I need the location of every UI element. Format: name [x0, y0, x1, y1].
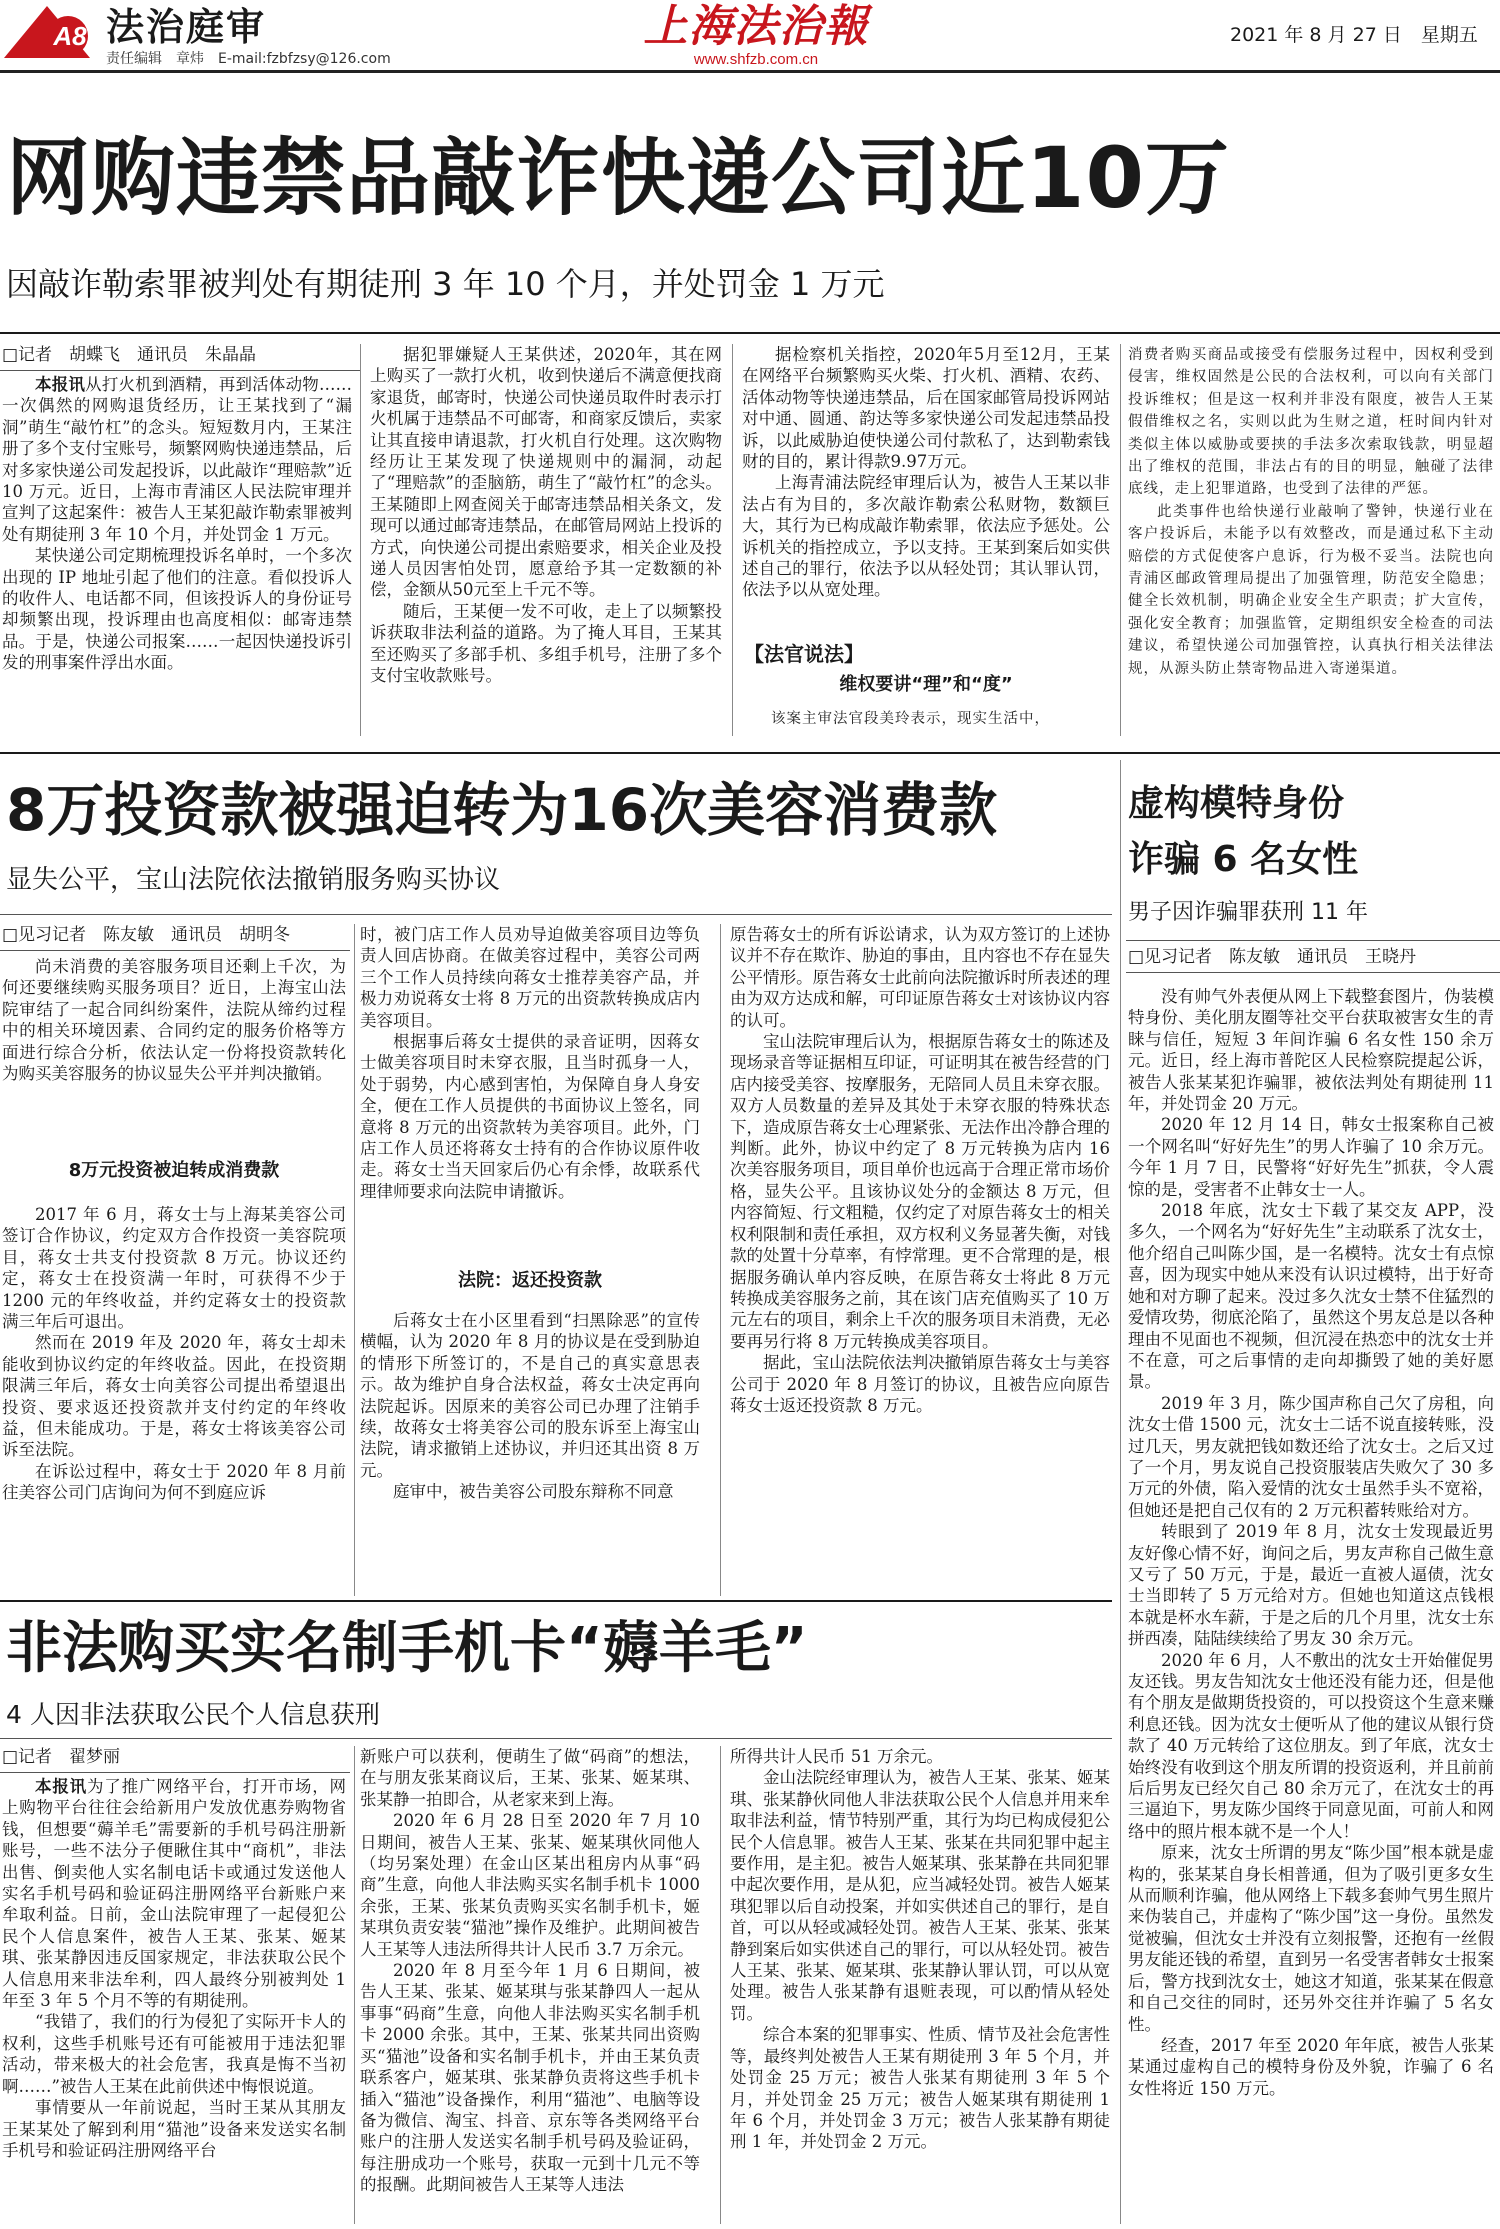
- paragraph-text: 为了推广网络平台，打开市场，网上购物平台往往会给新用户发放优惠券购物省钱，但想要“薅羊毛”需要新的手机号码注册新账号，一些不法分子便瞅住其中“商机”，非法出售、倒卖他人实名制电话卡或通过发送他人实名手机号码和验证码注册网络平台新账户来牟取利益。日前，金山法院审理了一起侵犯公民个人信息案件，被告人王某、张某、姬某琪、张某静因违反国家规定，非法获取公民个人信息用来非法牟利，四人最终分别被判处 1 年至 3 年 5 个月不等的有期徒刑。: [2, 1777, 346, 2011]
- paragraph: 转眼到了 2019 年 8 月，沈女士发现最近男友好像心情不好，询问之后，男友声称自己做生意又亏了 50 万元，于是，最近一直被人逼债，沈女士当即转了 5 万元给对方。但她也知道这点钱根本就是杯水车薪，于是之后的几个月里，沈女士东拼西凑，陆陆续续给了男友 30 余万元。: [1128, 1522, 1494, 1649]
- column-rule: [1120, 344, 1121, 736]
- side-headline: [1128, 776, 1488, 888]
- divider: [0, 752, 1500, 754]
- paragraph: 庭审中，被告美容公司股东辩称不同意: [393, 1482, 674, 1502]
- paragraph: 2018 年底，沈女士下载了某交友 APP，没多久，一个网名为“好好先生”主动联系了沈女士，他介绍自己叫陈少国，是一名模特。沈女士有点惊喜，因为现实中她从来没有认识过模特，出于好奇她和对方聊了起来。没过多久沈女士禁不住猛烈的爱情攻势，彻底沦陷了，虽然这个男友总是以各种理由不见面也不视频，但沉浸在热恋中的沈女士并不在意，可之后事情的走向却撕毁了她的美好愿景。: [1128, 1201, 1494, 1392]
- paragraph: [2, 1776, 346, 2011]
- divider: [0, 1600, 1112, 1602]
- side-headline-line-2: 诈骗 6 名女性: [1128, 839, 1359, 880]
- divider: [0, 370, 360, 371]
- divider: [1126, 940, 1500, 941]
- page-number: A8: [53, 21, 87, 51]
- story1-column-2: [370, 344, 722, 736]
- paragraph: 宝山法院审理后认为，根据原告蒋女士的陈述及现场录音等证据相互印证，可证明其在被告经营的门店内接受美容、按摩服务，无陪同人员且未穿衣服。双方人员数量的差异及其处于未穿衣服的特殊状态下，造成原告蒋女士心理紧张、无法作出冷静合理的判断。此外，协议中约定了 8 万元转换为店内 16 次美容服务项目，项目单价也远高于合理正常市场价格，显失公平。且该协议处分的金额达 8 万元，但内容简短、行文粗糙，仅约定了对原告蒋女士的相关权利限制和责任承担，双方权利义务显著失衡，对钱款的处置十分草率，有悖常理。更不合常理的是，根据服务确认单内容反映，在原告蒋女士将此 8 万元转换成美容服务之前，其在该门店充值购买了 10 万元左右的项目，剩余上千次的服务项目未消费，无必要再另行将 8 万元转换成美容项目。: [730, 1032, 1110, 1351]
- story1-byline: □记者 胡蝶飞 通讯员 朱晶晶: [2, 345, 257, 365]
- opinion-title: 维权要讲“理”和“度”: [839, 674, 1013, 695]
- divider: [0, 332, 1500, 334]
- paragraph: 2019 年 3 月，陈少国声称自己欠了房租，向沈女士借 1500 元，沈女士二话不说直接转账，没过几天，男友就把钱如数还给了沈女士。之后又过了一个月，男友说自己投资服装店失败欠了 30 多万元的外债，陷入爱情的沈女士虽然手头不宽裕，但她还是把自己仅有的 2 万元积蓄转账给对方。: [1128, 1393, 1494, 1520]
- story1-subhead: 因敲诈勒索罪被判处有期徒刑 3 年 10 个月，并处罚金 1 万元: [6, 265, 885, 303]
- editor-credits: 责任编辑 章炜 E-mail:fzbfzsy@126.com: [106, 51, 391, 67]
- column-rule: [354, 924, 355, 1596]
- column-rule: [354, 1746, 355, 2224]
- paragraph: 没有帅气外表便从网上下载整套图片，伪装模特身份、美化朋友圈等社交平台获取被害女生的青睐与信任，短短 3 年间诈骗 6 名女性 150 余万元。近日，经上海市普陀区人民检察院提起公诉，被告人张某某犯诈骗罪，被依法判处有期徒刑 11 年，并处罚金 20 万元。: [1128, 987, 1494, 1114]
- column-rule: [732, 344, 733, 736]
- paragraph: 金山法院经审理认为，被告人王某、张某、姬某琪、张某静伙同他人非法获取公民个人信息并用来牟取非法利益，情节特别严重，其行为均已构成侵犯公民个人信息罪。被告人王某、张某在共同犯罪中起主要作用，是主犯。被告人姬某琪、张某静在共同犯罪中起次要作用，是从犯，应当减轻处罚。被告人姬某琪犯罪以后自动投案，并如实供述自己的罪行，是自首，可以从轻或减轻处罚。被告人王某、张某、张某静到案后如实供述自己的罪行，可以从轻处罚。被告人王某、张某、姬某琪、张某静认罪认罚，可以从宽处理。被告人张某静有退赃表现，可以酌情从轻处罚。: [730, 1768, 1110, 2023]
- paragraph: 根据事后蒋女士提供的录音证明，因蒋女士做美容项目时未穿衣服，且当时孤身一人，处于弱势，内心感到害怕，为保障自身人身安全，便在工作人员提供的书面协议上签名，同意将 8 万元的出资款转为美容项目。此外，门店工作人员还将蒋女士持有的合作协议原件收走。蒋女士当天回家后仍心有余悸，故联系代理律师要求向法院申请撤诉。: [360, 1032, 700, 1201]
- story1-column-1: [2, 374, 352, 736]
- story2-subtitle-2: 法院：返还投资款: [458, 1270, 602, 1291]
- paragraph: 2020 年 6 月，人不敷出的沈女士开始催促男友还钱。男友告知沈女士他还没有能力还，但是他有个朋友是做期货投资的，可以投资这个生意来赚利息还钱。因为沈女士便听从了他的建议从银行贷款了 40 万元转给了这位朋友。到了年底，沈女士始终没有收到这个朋友所谓的投资返利，并且前前后后男友已经欠自己 80 余万元了，在沈女士的再三逼迫下，男友陈少国终于同意见面，可前人和网络中的照片根本就不是一个人！: [1128, 1650, 1494, 1841]
- paragraph: “我错了，我们的行为侵犯了实际开卡人的权利，这些手机账号还有可能被用于违法犯罪活动，带来极大的社会危害，我真是悔不当初啊……”被告人王某在此前供述中悔恨说道。: [2, 2012, 346, 2096]
- opinion-tag: 【法官说法】: [744, 642, 864, 666]
- story2-column-3: [730, 924, 1110, 1596]
- story2-subtitle-1: 8万元投资被迫转成消费款: [68, 1160, 280, 1181]
- divider: [0, 950, 350, 951]
- story2-headline: 8万投资款被强迫转为16次美容消费款: [6, 776, 998, 844]
- side-byline: □见习记者 陈友敏 通讯员 王晓丹: [1128, 947, 1417, 967]
- divider: [0, 1772, 350, 1773]
- newspaper-logo: 上海法治報: [643, 1, 869, 52]
- paragraph-text: 从打火机到酒精，再到活体动物……一次偶然的网购退货经历，让王某找到了“漏洞”萌生“敲竹杠”的念头。短短数月内，王某注册了多个支付宝账号，频繁网购快递违禁品，后对多家快递公司发起投诉，以此敲诈“理赔款”近 10 万元。近日，上海市青浦区人民法院审理并宣判了这起案件：被告人王某犯敲诈勒索罪被判处有期徒刑 3 年 10 个月，并处罚金 1 万元。: [2, 375, 352, 544]
- paragraph: 2020 年 8 月至今年 1 月 6 日期间，被告人王某、张某、姬某琪与张某静四人一起从事事“码商”生意，向他人非法购买实名制手机卡 2000 余张。其中，王某、张某共同出资购买“猫池”设备和实名制手机卡，并由王某负责联系客户，姬某琪、张某静负责将这些手机卡插入“猫池”设备操作，利用“猫池”、电脑等设备为微信、淘宝、抖音、京东等各类网络平台账户的注册人发送实名制手机号码及验证码，每注册成功一个账号，获取一元到十几元不等的报酬。此期间被告人王某等人违法: [360, 1961, 700, 2195]
- divider: [0, 1738, 1112, 1739]
- side-headline-line-1: 虚构模特身份: [1128, 783, 1345, 824]
- paragraph: 原告蒋女士的所有诉讼请求，认为双方签订的上述协议并不存在欺诈、胁迫的事由，且内容也不存在显失公平情形。原告蒋女士此前向法院撤诉时所表述的理由为双方达成和解，可印证原告蒋女士对该协议内容的认可。: [730, 925, 1110, 1030]
- story3-subhead: 4 人因非法获取公民个人信息获刑: [6, 1700, 380, 1729]
- paragraph: 新账户可以获利，便萌生了做“码商”的想法，在与朋友张某商议后，王某、张某、姬某琪、张某静一拍即合，从老家来到上海。: [360, 1747, 700, 1809]
- paragraph: 经查，2017 年至 2020 年年底，被告人张某某通过虚构自己的模特身份及外貌，诈骗了 6 名女性将近 150 万元。: [1128, 2035, 1494, 2098]
- story3-column-3: [730, 1746, 1110, 2224]
- story2-column-2b: [360, 1310, 700, 1596]
- paragraph: 所得共计人民币 51 万余元。: [730, 1747, 943, 1766]
- paragraph: 2020 年 12 月 14 日，韩女士报案称自己被一个网名叫“好好先生”的男人诈骗了 10 余万元。今年 1 月 7 日，民警将“好好先生”抓获，令人震惊的是，受害者不止韩女士一人。: [1128, 1115, 1494, 1199]
- opinion-column: [1128, 344, 1494, 740]
- paragraph: 据此，宝山法院依法判决撤销原告蒋女士与美容公司于 2020 年 8 月签订的协议，且被告应向原告蒋女士返还投资款 8 万元。: [730, 1353, 1110, 1415]
- section-title: 法治庭审: [106, 5, 267, 49]
- paragraph: 某快递公司定期梳理投诉名单时，一个多次出现的 IP 地址引起了他们的注意。看似投诉人的收件人、电话都不同，但该投诉人的身份证号却频繁出现，投诉理由也高度相似：邮寄违禁品。于是，快递公司报案……一起因快递投诉引发的刑事案件浮出水面。: [2, 546, 352, 673]
- story2-column-1a: [2, 956, 346, 1170]
- paragraph: 据检察机关指控，2020年5月至12月，王某在网络平台频繁购买火柴、打火机、酒精、农药、活体动物等快递违禁品，后在国家邮管局投诉网站对中通、圆通、韵达等多家快递公司发起违禁品投诉，以此威胁迫使快递公司付款私了，达到勒索钱财的目的，累计得款9.97万元。: [742, 345, 1110, 472]
- column-rule: [360, 344, 361, 736]
- paragraph: 2020 年 6 月 28 日至 2020 年 7 月 10 日期间，被告人王某、张某、姬某琪伙同他人（均另案处理）在金山区某出租房内从事“码商”生意，向他人非法购买实名制手机卡 1000 余张，王某、张某负责购买实名制手机卡，姬某琪负责安装“猫池”操作及维护。此期间被告人王某等人违法所得共计人民币 3.7 万余元。: [360, 1811, 700, 1959]
- story3-column-1: [2, 1776, 346, 2224]
- page-badge: [4, 6, 90, 58]
- story1-column-3: [742, 344, 1110, 608]
- paragraph: 在诉讼过程中，蒋女士于 2020 年 8 月前往美容公司门店询问为何不到庭应诉: [2, 1461, 346, 1503]
- story2-column-2a: [360, 924, 700, 1264]
- paragraph: 事情要从一年前说起，当时王某从其朋友王某某处了解到利用“猫池”设备来发送实名制手机号和验证码注册网络平台: [2, 2098, 346, 2160]
- column-rule: [720, 1746, 721, 2224]
- paragraph: 2017 年 6 月，蒋女士与上海某美容公司签订合作协议，约定双方合作投资一美容院项目，蒋女士共支付投资款 8 万元。协议还约定，蒋女士在投资满一年时，可获得不少于 1200 元的年终收益，并约定蒋女士的投资款满三年后可退出。: [2, 1205, 346, 1332]
- paragraph: 据犯罪嫌疑人王某供述，2020年，其在网上购买了一款打火机，收到快递后不满意便找商家退货，邮寄时，快递公司快递员取件时表示打火机属于违禁品不可邮寄，和商家反馈后，卖家让其直接申请退款，打火机自行处理。这次购物经历让王某发现了快递规则中的漏洞，动起了“理赔款”的歪脑筋，萌生了“敲竹杠”的念头。王某随即上网查阅关于邮寄违禁品相关条文，发现可以通过邮寄违禁品，在邮管局网站上投诉的方式，向快递公司提出索赔要求，相关企业及投递人员因害怕处罚，愿意给予其一定数额的补偿，金额从50元至上千元不等。: [370, 345, 722, 600]
- paragraph: 原来，沈女士所谓的男友“陈少国”根本就是虚构的，张某某自身长相普通，但为了吸引更多女生从而顺利诈骗，他从网络上下载多套帅气男生照片来伪装自己，并虚构了“陈少国”这一身份。虽然发觉被骗，但沈女士并没有立刻报警，还抱有一丝假男友能还钱的希望，直到另一名受害者韩女士报案后，警方找到沈女士，她这才知道，张某某在假意和自己交往的同时，还另外交往并诈骗了 5 名女性。: [1128, 1843, 1494, 2034]
- story2-byline: □见习记者 陈友敏 通讯员 胡明冬: [2, 925, 291, 945]
- story3-byline: □记者 翟梦丽: [2, 1747, 121, 1767]
- column-rule: [1120, 760, 1121, 2224]
- paragraph: [2, 374, 352, 545]
- divider: [1126, 972, 1500, 973]
- paragraph: 然而在 2019 年及 2020 年，蒋女士却未能收到协议约定的年终收益。因此，在投资期限满三年后，蒋女士向美容公司提出希望退出投资、要求返还投资款并支付约定的年终收益，但未能成功。于是，蒋女士将该美容公司诉至法院。: [2, 1333, 346, 1460]
- paragraph: 尚未消费的美容服务项目还剩上千次，为何还要继续购买服务项目？近日，上海宝山法院审结了一起合同纠纷案件，法院从缔约过程中的相关环境因素、合同约定的服务价格等方面进行综合分析，依法认定一份将投资款转化为购买美容服务的协议显失公平并判决撤销。: [2, 957, 346, 1084]
- paragraph: 时，被门店工作人员劝导迫做美容项目边等负责人回店协商。在做美容过程中，美容公司两三个工作人员持续向蒋女士推荐美容产品，并极力劝说蒋女士将 8 万元的出资款转换成店内美容项目。: [360, 925, 700, 1030]
- story3-headline: 非法购买实名制手机卡“薅羊毛”: [6, 1616, 808, 1681]
- paragraph: 消费者购买商品或接受有偿服务过程中，因权利受到侵害，维权固然是公民的合法权利，可以向有关部门投诉维权；但是这一权利并非没有限度，被告人王某假借维权之名，实则以此为生财之道，枉时间内针对类似主体以威胁或要挟的手法多次索取钱款，明显超出了维权的范围，非法占有的目的明显，触碰了法律底线，走上犯罪道路，也受到了法律的严惩。: [1128, 347, 1494, 498]
- paragraph: 随后，王某便一发不可收，走上了以频繁投诉获取非法利益的道路。为了掩人耳目，王某其至还购买了多部手机、多组手机号，注册了多个支付宝收款账号。: [370, 601, 722, 686]
- newspaper-url: www.shfzb.com.cn: [693, 51, 819, 68]
- paragraph: 此类事件也给快递行业敲响了警钟，快递行业在客户投诉后，未能予以有效整改，而是通过私下主动赔偿的方式促使客户息诉，行为极不妥当。法院也向青浦区邮政管理局提出了加强管理，防范安全隐患；健全长效机制，明确企业安全生产职责；扩大宣传，强化安全教育；加强监管，定期组织安全检查的司法建议，希望快递公司加强管控，认真执行相关法律法规，从源头防止禁寄物品进入寄递渠道。: [1128, 503, 1494, 677]
- opinion-text-start: [742, 708, 1110, 736]
- lead-in: 本报讯: [35, 1777, 87, 1796]
- paragraph: 上海青浦法院经审理后认为，被告人王某以非法占有为目的，多次敲诈勒索公私财物，数额巨大，其行为已构成敲诈勒索罪，依法应予惩处。公诉机关的指控成立，予以支持。王某到案后如实供述自己的罪行，依法予以从轻处罚；其认罪认罚，依法予以从宽处理。: [742, 473, 1110, 600]
- side-subhead: 男子因诈骗罪获刑 11 年: [1128, 900, 1368, 925]
- story1-headline: 网购违禁品敲诈快递公司近10万: [6, 129, 1230, 227]
- story2-column-1b: [2, 1204, 346, 1596]
- paragraph: 该案主审法官段美玲表示，现实生活中，: [771, 711, 1050, 727]
- paragraph: 后蒋女士在小区里看到“扫黑除恶”的宣传横幅，认为 2020 年 8 月的协议是在受到胁迫的情形下所签订的，不是自己的真实意思表示。故为维护自身合法权益，蒋女士决定再向法院起诉。因原来的美容公司已办理了注销手续，故蒋女士将美容公司的股东诉至上海宝山法院，请求撤销上述协议，并归还其出资 8 万元。: [360, 1311, 700, 1480]
- divider: [0, 914, 1112, 915]
- story2-subhead: 显失公平，宝山法院依法撤销服务购买协议: [6, 865, 501, 895]
- story3-column-2: [360, 1746, 700, 2224]
- lead-in: 本报讯: [35, 375, 86, 394]
- side-column: [1128, 986, 1494, 2224]
- paragraph: 综合本案的犯罪事实、性质、情节及社会危害性等，最终判处被告人王某有期徒刑 3 年 5 个月，并处罚金 25 万元；被告人张某有期徒刑 3 年 5 个月，并处罚金 25 万元；被告人姬某琪有期徒刑 1 年 6 个月，并处罚金 3 万元；被告人张某静有期徒刑 1 年，并处罚金 2 万元。: [730, 2025, 1110, 2152]
- issue-date: 2021 年 8 月 27 日 星期五: [1230, 24, 1478, 46]
- column-rule: [720, 924, 721, 1596]
